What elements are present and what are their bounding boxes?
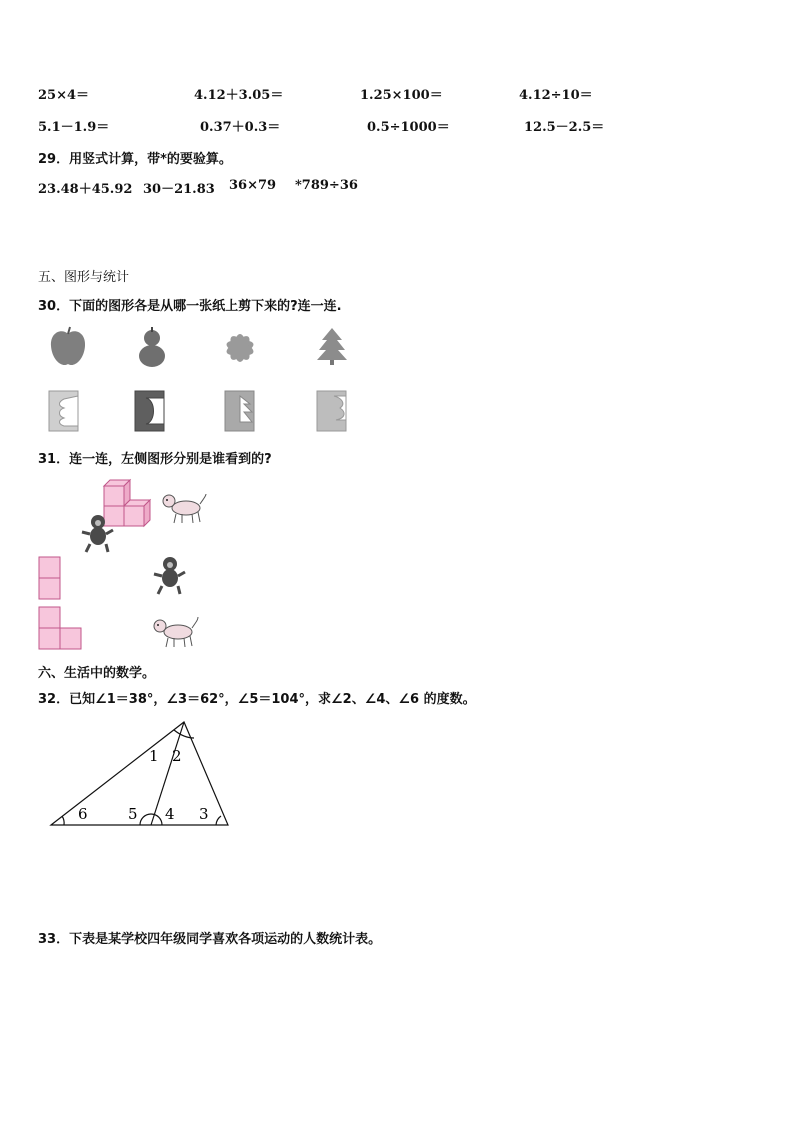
calc-item: 0.37＋0.3＝ (200, 120, 281, 135)
gourd-shape-icon (134, 326, 170, 370)
angle-label-6: 6 (78, 805, 88, 823)
question-32-prompt: 32．已知∠1＝38°，∠3＝62°，∠5＝104°，求∠2、∠4、∠6 的度数。 (38, 692, 476, 707)
calc-item: 25×4＝ (38, 88, 90, 103)
question-33-prompt: 33．下表是某学校四年级同学喜欢各项运动的人数统计表。 (38, 932, 382, 947)
section-5-title: 五、图形与统计 (38, 270, 130, 285)
cut-paper-1-icon (48, 390, 80, 432)
dog-icon (150, 614, 200, 650)
view-l-shape (38, 606, 84, 652)
cut-paper-2-icon (134, 390, 166, 432)
angle-label-5: 5 (128, 805, 138, 823)
tree-shape-icon (316, 326, 348, 366)
angle-label-3: 3 (199, 805, 209, 823)
vertical-calc-item: *789÷36 (295, 178, 358, 193)
vertical-calc-item: 36×79 (229, 178, 277, 193)
dog-icon (160, 490, 208, 526)
cut-paper-4-icon (316, 390, 348, 432)
apple-shape-icon (48, 326, 88, 370)
calc-item: 0.5÷1000＝ (367, 120, 450, 135)
cut-paper-3-icon (224, 390, 256, 432)
angle-label-2: 2 (172, 747, 182, 765)
angle-label-1: 1 (149, 747, 159, 765)
vertical-calc-item: 23.48＋45.92 (38, 182, 133, 197)
monkey-icon (80, 514, 116, 554)
section-6-title: 六、生活中的数学。 (38, 666, 156, 681)
question-29-prompt: 29．用竖式计算，带*的要验算。 (38, 152, 232, 167)
calc-item: 4.12＋3.05＝ (194, 88, 284, 103)
view-two-stacked-squares (38, 556, 62, 600)
calc-item: 5.1－1.9＝ (38, 120, 110, 135)
question-31-prompt: 31．连一连，左侧图形分别是谁看到的? (38, 452, 272, 467)
question-30-prompt: 30．下面的图形各是从哪一张纸上剪下来的?连一连. (38, 299, 342, 314)
monkey-icon (152, 556, 188, 596)
calc-item: 1.25×100＝ (360, 88, 443, 103)
angle-label-4: 4 (165, 805, 175, 823)
vertical-calc-item: 30－21.83 (143, 182, 215, 197)
calc-item: 12.5－2.5＝ (524, 120, 605, 135)
calc-item: 4.12÷10＝ (519, 88, 593, 103)
flower-shape-icon (220, 328, 260, 368)
triangle-diagram (44, 716, 234, 832)
